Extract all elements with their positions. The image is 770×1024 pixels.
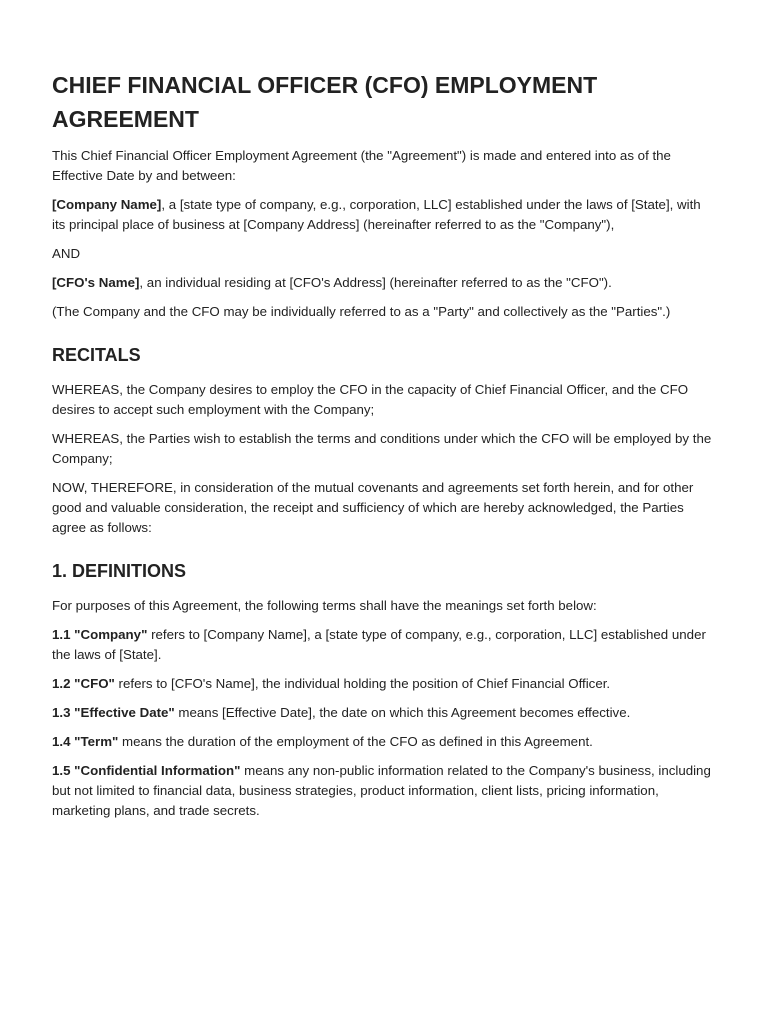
definition-term: 1.4 "Term" — [52, 734, 119, 749]
definition-item — [52, 703, 714, 723]
recitals-heading: RECITALS — [52, 345, 141, 365]
definitions-intro: For purposes of this Agreement, the following terms shall have the meanings set forth below: — [52, 598, 597, 613]
cfo-party-text: , an individual residing at [CFO's Address] (hereinafter referred to as the "CFO"). — [139, 275, 612, 290]
definition-text: means the duration of the employment of the CFO as defined in this Agreement. — [118, 734, 593, 749]
document-title: CHIEF FINANCIAL OFFICER (CFO) EMPLOYMENT AGREEMENT — [52, 72, 598, 132]
company-name-placeholder: [Company Name] — [52, 197, 162, 212]
definition-item — [52, 674, 714, 694]
definition-term: 1.3 "Effective Date" — [52, 705, 175, 720]
cfo-name-placeholder: [CFO's Name] — [52, 275, 140, 290]
intro-text: This Chief Financial Officer Employment Agreement (the "Agreement") is made and entered into as of the Effective Date by and between: — [52, 148, 671, 183]
definition-text: refers to [Company Name], a [state type of company, e.g., corporation, LLC] established under the laws of [State]. — [52, 627, 706, 662]
definition-item — [52, 761, 714, 821]
definition-text: means any non-public information related to the Company's business, including but not limited to financial data, business strategies, product information, client lists, pricing information, marketing plans, and trade secrets. — [52, 763, 711, 818]
parties-note: (The Company and the CFO may be individually referred to as a "Party" and collectively as the "Parties".) — [52, 304, 671, 319]
recital-paragraph: NOW, THEREFORE, in consideration of the mutual covenants and agreements set forth herein, and for other good and valuable consideration, the receipt and sufficiency of which are hereby acknowledged, the Parties agree as follows: — [52, 480, 694, 535]
and-separator: AND — [52, 246, 81, 261]
recital-paragraph: WHEREAS, the Company desires to employ the CFO in the capacity of Chief Financial Officer, and the CFO desires to accept such employment with the Company; — [52, 382, 689, 417]
definitions-heading: 1. DEFINITIONS — [52, 561, 187, 581]
definition-text: means [Effective Date], the date on which this Agreement becomes effective. — [174, 705, 631, 720]
company-party-text: , a [state type of company, e.g., corporation, LLC] established under the laws of [State], with its principal place of business at [Company Address] (hereinafter referred to as the "Company"), — [52, 197, 701, 232]
recital-paragraph: WHEREAS, the Parties wish to establish the terms and conditions under which the CFO will be employed by the Company; — [52, 431, 712, 466]
definition-item — [52, 625, 714, 665]
company-party-paragraph — [52, 195, 714, 235]
definition-term: 1.2 "CFO" — [52, 676, 115, 691]
definition-item — [52, 732, 714, 752]
definition-term: 1.1 "Company" — [52, 627, 148, 642]
document-page — [52, 68, 714, 830]
cfo-party-paragraph — [52, 273, 714, 293]
definition-text: refers to [CFO's Name], the individual holding the position of Chief Financial Officer. — [114, 676, 611, 691]
intro-paragraph — [52, 146, 714, 186]
definition-term: 1.5 "Confidential Information" — [52, 763, 241, 778]
